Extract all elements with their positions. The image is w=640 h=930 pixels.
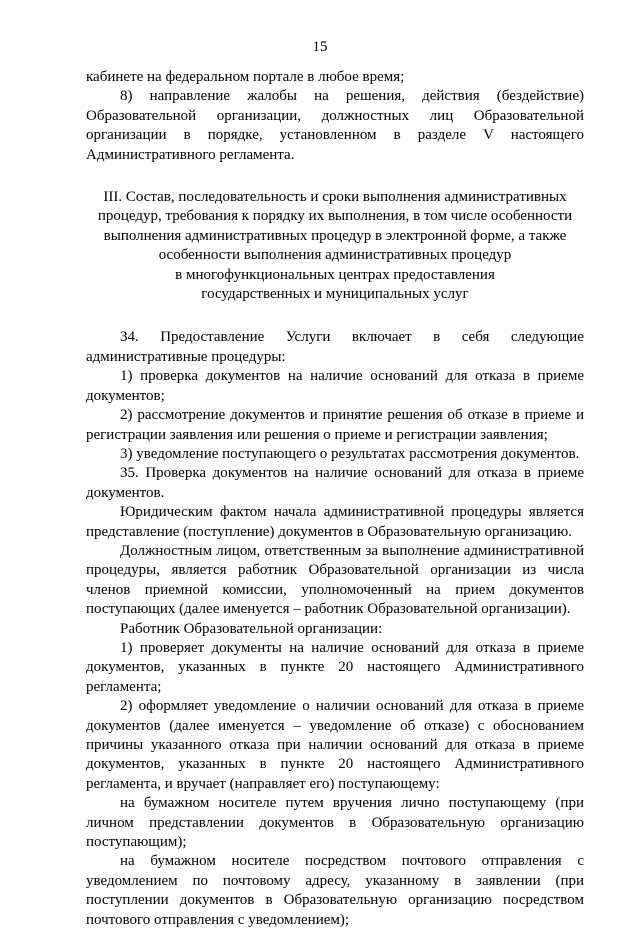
section-heading-line: в многофункциональных центрах предоставления	[175, 266, 495, 283]
page-number: 15	[312, 39, 328, 55]
paragraph: Работник Образовательной организации:	[120, 620, 383, 637]
paragraph-continuation: кабинете на федеральном портале в любое время;	[86, 69, 405, 85]
section-heading-line: государственных и муниципальных услуг	[201, 286, 469, 303]
paragraph-list-item: 2) рассмотрение документов и принятие решения об отказе в приеме и регистрации заявления или решения о приеме и регистрации заявления;	[86, 407, 584, 443]
paragraph-35: 35. Проверка документов на наличие оснований для отказа в приеме документов.	[86, 465, 584, 501]
paragraph-item-8: 8) направление жалобы на решения, действия (бездействие) Образовательной организации, должностных лиц Образовательной организации в порядке, установленном в разделе V настоящего Административного регламента.	[86, 88, 584, 163]
section-heading-line: процедур, требования к порядку их выполнения, в том числе особенности	[97, 208, 573, 225]
paragraph-34: 34. Предоставление Услуги включает в себя следующие административные процедуры:	[86, 329, 584, 365]
section-heading	[86, 188, 584, 304]
section-heading-line: выполнения административных процедур в электронной форме, а также	[103, 227, 567, 244]
paragraph: Юридическим фактом начала административной процедуры является представление (поступление) документов в Образовательную организацию.	[86, 504, 584, 540]
paragraph-list-item: 3) уведомление поступающего о результатах рассмотрения документов.	[120, 445, 580, 462]
section-heading-line: особенности выполнения административных процедур	[158, 247, 512, 264]
paragraph: на бумажном носителе посредством почтового отправления с уведомлением по почтовому адресу, указанному в заявлении (при поступлении документов в Образовательную организацию посредством почтового отправления с уведомлением);	[86, 853, 584, 928]
paragraph: Должностным лицом, ответственным за выполнение административной процедуры, является работник Образовательной организации из числа членов приемной комиссии, уполномоченный на прием документов поступающих (далее именуется – работник Образовательной организации).	[86, 542, 584, 618]
paragraph-list-item: 2) оформляет уведомление о наличии оснований для отказа в приеме документов (далее именуется – уведомление об отказе) с обоснованием причины указанного отказа при наличии оснований для отказа в приеме документов, указанных в пункте 20 настоящего Административного регламента, и вручает (направляет его) поступающему:	[86, 698, 584, 792]
section-heading-line: III. Состав, последовательность и сроки выполнения административных	[103, 189, 567, 206]
paragraph-list-item: 1) проверяет документы на наличие оснований для отказа в приеме документов, указанных в пункте 20 настоящего Административного регламента;	[86, 639, 584, 695]
paragraph: на бумажном носителе путем вручения лично поступающему (при личном представлении документов в Образовательную организацию поступающим);	[86, 795, 584, 851]
document-body	[86, 68, 584, 930]
paragraph-list-item: 1) проверка документов на наличие оснований для отказа в приеме документов;	[86, 368, 584, 404]
